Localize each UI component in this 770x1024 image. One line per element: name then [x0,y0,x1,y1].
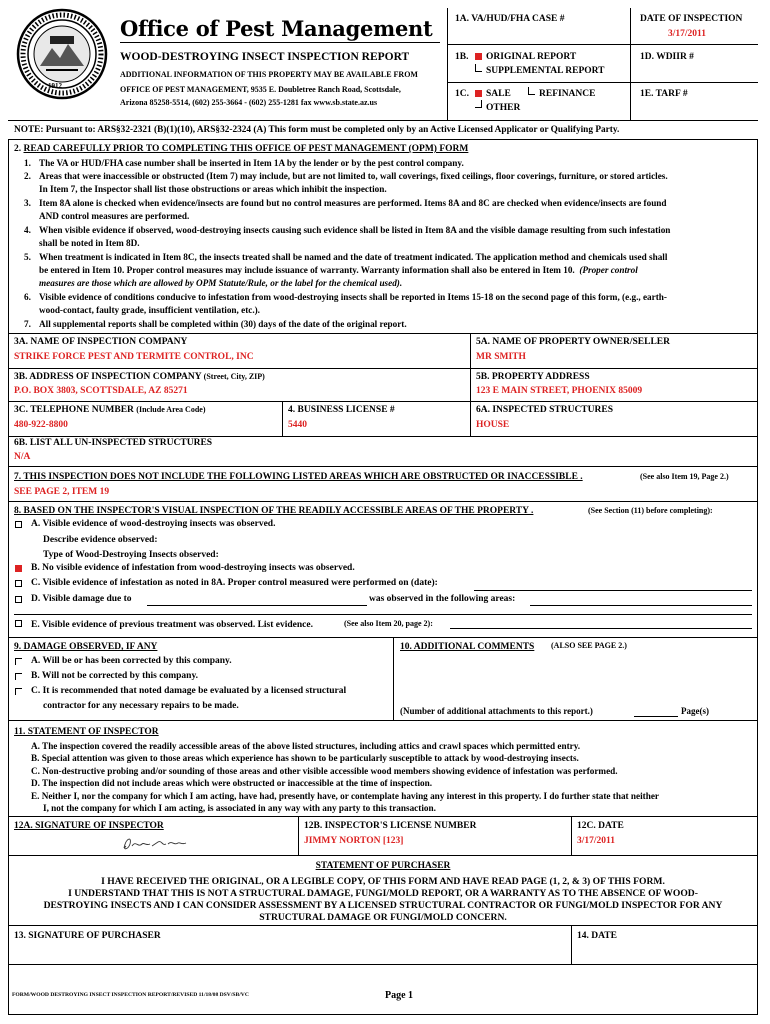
owner-name-value[interactable]: MR SMITH [476,352,526,362]
instruction-num: 7. [24,319,31,329]
business-license-label: 4. BUSINESS LICENSE # [288,405,395,415]
instruction-text: Item 8A alone is checked when evidence/insects are found but no control measures are performed. Items 8A and 8C are checked when evidence/insects are found [39,198,667,208]
signature-icon [118,834,198,854]
item8e-note: (See also Item 20, page 2): [344,619,433,628]
sale-checkbox[interactable] [475,90,482,97]
sale-label: SALE [486,89,511,99]
business-license-value[interactable]: 5440 [288,420,307,430]
item7-label: 7. THIS INSPECTION DOES NOT INCLUDE THE FOLLOWING LISTED AREAS WHICH ARE OBSTRUCTED OR INACCESSIBLE . [14,472,583,482]
item8b-checkbox[interactable] [15,565,22,572]
item8d-label1: D. Visible damage due to [31,594,132,604]
instruction-text: The VA or HUD/FHA case number shall be inserted in Item 1A by the lender or by the pest control company. [39,158,464,168]
item8c-checkbox[interactable] [15,580,22,587]
instruction-text: In Item 7, the Inspector shall list those obstructions or areas which inhibit the inspection. [39,184,387,194]
inspector-license-value[interactable]: JIMMY NORTON [123] [304,836,404,846]
instruction-text: Areas that were inaccessible or obstructed (Item 7) may include, but are not limited to, wall coverings, fixed ceilings, floor coverings, furniture, or stored articles. [39,171,668,181]
instruction-text-italic: (Proper control [579,265,638,275]
note-line: NOTE: Pursuant to: ARS§32-2321 (B)(1)(10), ARS§32-2324 (A) This form must be completed only by an Active Licensed Applicator or Qualifying Party. [14,125,620,135]
other-label: OTHER [486,103,521,113]
statement-text: I, not the company for which I am acting, is associated in any way with any party to this transaction. [43,803,436,813]
addl-info: ADDITIONAL INFORMATION OF THIS PROPERTY MAY BE AVAILABLE FROM [120,70,418,79]
instructions-heading [14,144,468,154]
item8e-checkbox[interactable] [15,620,22,627]
item8d-checkbox[interactable] [15,596,22,603]
inspector-signature[interactable] [118,834,198,854]
report-type-label: 1B. [455,52,469,62]
inspector-date-value[interactable]: 3/17/2011 [577,836,616,846]
statement-text: C. Non-destructive probing and/or sounding of those areas and other visible accessible wood members showing evidence of infestation was performed. [31,766,618,776]
instructions-heading-text: READ CAREFULLY PRIOR TO COMPLETING THIS OFFICE OF PEST MANAGEMENT (OPM) FORM [23,144,469,154]
purchaser-line2: I UNDERSTAND THAT THIS IS NOT A STRUCTURAL DAMAGE, FUNGI/MOLD REPORT, OR A WARRANTY AS TO THE ABSENCE OF WOOD- [68,888,698,899]
purpose-label: 1C. [455,89,469,99]
tarf-label: 1E. TARF # [640,89,688,99]
item11-label: 11. STATEMENT OF INSPECTOR [14,727,159,737]
case-number-field[interactable] [455,28,625,40]
purchaser-date-label: 14. DATE [577,931,617,941]
seal-year: 1912 [48,82,62,90]
refinance-label: REFINANCE [539,89,596,99]
inspected-structures-value[interactable]: HOUSE [476,420,510,430]
item8d-label2: was observed in the following areas: [369,594,516,604]
wdiir-label: 1D. WDIIR # [640,52,694,62]
item8a-label: A. Visible evidence of wood-destroying insects was observed. [31,519,276,529]
instruction-num: 5. [24,252,31,262]
address-line2: Arizona 85258-5514, (602) 255-3664 - (602) 255-1281 fax www.sb.state.az.us [120,98,378,107]
item9c-label2: contractor for any necessary repairs to be made. [43,701,239,711]
inspected-structures-label: 6A. INSPECTED STRUCTURES [476,405,613,415]
statement-text: B. Special attention was given to those areas which experience has shown to be particularly susceptible to attack by wood-destroying insects. [31,753,579,763]
uninspected-structures-label: 6B. LIST ALL UN-INSPECTED STRUCTURES [14,438,213,448]
item10-label: 10. ADDITIONAL COMMENTS [400,642,535,652]
company-name-value[interactable]: STRIKE FORCE PEST AND TERMITE CONTROL, INC [14,352,254,362]
statement-a [31,740,580,752]
item9c-label1: C. It is recommended that noted damage be evaluated by a licensed structural [31,686,347,696]
instructions-heading-num: 2. [14,144,22,154]
purchaser-signature-field[interactable] [14,945,564,961]
supplemental-report-label: SUPPLEMENTAL REPORT [486,66,605,76]
instruction-text: AND control measures are performed. [39,211,190,221]
telephone-label-sub: (Include Area Code) [136,405,206,414]
telephone-label-text: 3C. TELEPHONE NUMBER [14,405,134,415]
item9a-label: A. Will be or has been corrected by this company. [31,656,232,666]
report-title: WOOD-DESTROYING INSECT INSPECTION REPORT [120,51,410,63]
other-checkbox-icon[interactable] [475,100,482,108]
insect-type-label: Type of Wood-Destroying Insects observed: [43,550,219,560]
uninspected-structures-value[interactable]: N/A [14,452,31,462]
company-address-label-text: 3B. ADDRESS OF INSPECTION COMPANY [14,372,202,382]
telephone-value[interactable]: 480-922-8800 [14,420,68,430]
date-of-inspection-label: DATE OF INSPECTION [640,14,743,24]
purchaser-signature-label: 13. SIGNATURE OF PURCHASER [14,931,161,941]
statement-text: A. The inspection covered the readily accessible areas of the above listed structures, including attics and crawl spaces which permitted entry. [31,741,581,751]
item9c-checkbox-icon[interactable] [15,688,22,695]
instruction-num: 4. [24,225,31,235]
statement-text: E. Neither I, nor the company for which I am acting, have had, presently have, or contemplate having any interest in this property. I do further state that neither [31,791,659,801]
instruction-text-main: be entered in Item 10. Proper control measures may include issuance of warranty. Warranty information shall also be entered in Item 10. [39,265,575,275]
instruction-text [39,264,769,276]
item9b-checkbox-icon[interactable] [15,673,22,680]
purchaser-date-field[interactable] [577,945,747,961]
purchaser-line3: DESTROYING INSECTS AND I CAN CONSIDER ASSESSMENT BY A LICENSED STRUCTURAL CONTRACTOR OR FUNGI/MOLD INSPECTOR FOR ANY [43,900,723,911]
supplemental-checkbox-icon[interactable] [475,64,482,72]
statement-b [31,752,579,764]
instruction-text: measures are those which are allowed by OPM Statute/Rule, or the label for the chemical used). [39,278,403,288]
instruction-num: 1. [24,158,31,168]
item8e-label: E. Visible evidence of previous treatment was observed. List evidence. [31,620,313,630]
statement-text: D. The inspection did not include areas which were obstructed or inaccessible at the time of inspection. [31,778,433,788]
inspector-license-label: 12B. INSPECTOR'S LICENSE NUMBER [304,821,477,831]
page-number: Page 1 [385,990,414,1001]
item9-label: 9. DAMAGE OBSERVED, IF ANY [14,642,158,652]
instruction-text: All supplemental reports shall be completed within (30) days of the date of the original report. [39,319,407,329]
instruction-text: shall be noted in Item 8D. [39,238,140,248]
instruction-num: 3. [24,198,31,208]
item8b-label: B. No visible evidence of infestation from wood-destroying insects was observed. [31,563,355,573]
purchaser-line1: I HAVE RECEIVED THE ORIGINAL, OR A LEGIBLE COPY, OF THIS FORM AND HAVE READ PAGE (1, 2, & 3) OF THIS FORM. [101,876,665,887]
form-id: FORM/WOOD DESTROYING INSECT INSPECTION REPORT/REVISED 11/18/08 DSV/SB/VC [12,992,249,998]
seal-icon [16,8,108,100]
original-report-label: ORIGINAL REPORT [486,52,577,62]
property-address-value[interactable]: 123 E MAIN STREET, PHOENIX 85009 [476,386,643,396]
instruction-num: 2. [24,171,31,181]
describe-evidence-label: Describe evidence observed: [43,535,158,545]
statement-e1 [31,790,659,802]
instruction-num: 6. [24,292,31,302]
attachments-pages-label: Page(s) [681,706,709,716]
company-address-value[interactable]: P.O. BOX 3803, SCOTTSDALE, AZ 85271 [14,386,188,396]
address-line1: OFFICE OF PEST MANAGEMENT, 9535 E. Doubletree Ranch Road, Scottsdale, [120,85,401,94]
purchaser-line4: STRUCTURAL DAMAGE OR FUNGI/MOLD CONCERN. [259,912,507,923]
statement-d [31,777,432,789]
company-address-sub: (Street, City, ZIP) [203,372,265,381]
original-report-checkbox[interactable] [475,53,482,60]
refinance-checkbox-icon[interactable] [528,87,535,95]
instruction-text: Visible evidence of conditions conducive to infestation from wood-destroying insects shall be reported in Items 15-18 on the second page of this form, (e.g., earth- [39,292,667,302]
company-name-label: 3A. NAME OF INSPECTION COMPANY [14,337,188,347]
item10-note: (ALSO SEE PAGE 2.) [551,641,627,650]
instruction-text: wood-contact, faulty grade, insufficient ventilation, etc.). [39,305,260,315]
instruction-text: When visible evidence if observed, wood-destroying insects causing such evidence shall be listed in Item 8A and the visible damage resulting from such infestation [39,225,671,235]
date-of-inspection-value[interactable]: 3/17/2011 [668,29,707,39]
item8-label: 8. BASED ON THE INSPECTOR'S VISUAL INSPECTION OF THE READILY ACCESSIBLE AREAS OF THE PROPERTY . [14,506,534,516]
statement-c [31,765,618,777]
item7-value[interactable]: SEE PAGE 2, ITEM 19 [14,487,110,497]
item8c-label: C. Visible evidence of infestation as noted in 8A. Proper control measured were performed on (date): [31,578,438,588]
inspector-signature-label: 12A. SIGNATURE OF INSPECTOR [14,821,164,831]
purchaser-heading: STATEMENT OF PURCHASER [315,861,451,871]
state-seal [16,8,108,100]
company-address-label [14,372,265,382]
item9a-checkbox-icon[interactable] [15,658,22,665]
item9b-label: B. Will not be corrected by this company. [31,671,199,681]
attachments-label: (Number of additional attachments to this report.) [400,706,593,716]
item8-note: (See Section (11) before completing): [588,506,713,515]
item8a-checkbox[interactable] [15,521,22,528]
case-label: 1A. VA/HUD/FHA CASE # [455,14,565,24]
item7-note: (See also Item 19, Page 2.) [640,472,729,481]
office-title: Office of Pest Management [120,16,433,41]
inspector-date-label: 12C. DATE [577,821,624,831]
instruction-text: When treatment is indicated in Item 8C, the insects treated shall be named and the date of treatment indicated. The application method and chemicals used shall [39,252,668,262]
additional-comments-field[interactable] [400,656,750,696]
owner-name-label: 5A. NAME OF PROPERTY OWNER/SELLER [476,337,670,347]
statement-e2 [43,802,436,814]
telephone-label [14,405,205,415]
property-address-label: 5B. PROPERTY ADDRESS [476,372,590,382]
seal-text [0,0,19,1]
